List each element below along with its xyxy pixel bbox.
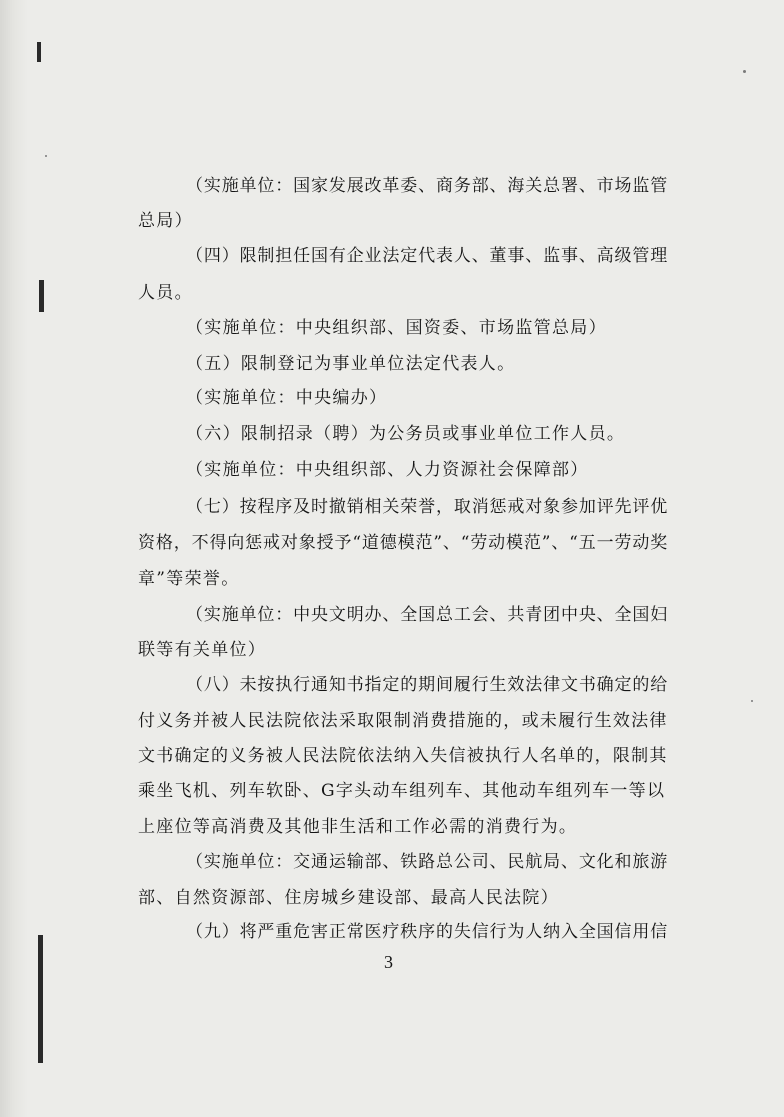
text-line: （八）未按执行通知书指定的期间履行生效法律文书确定的给 [186,675,669,695]
text-line: 联等有关单位） [138,640,267,660]
text-line: 文书确定的义务被人民法院依法纳入失信被执行人名单的，限制其 [138,746,668,766]
text-line: （实施单位：中央编办） [186,388,388,408]
text-line: 乘坐飞机、列车软卧、G字头动车组列车、其他动车组列车一等以 [138,781,666,801]
text-line: 总局） [138,211,193,231]
text-line: 部、自然资源部、住房城乡建设部、最高人民法院） [138,888,559,908]
text-line: （实施单位：交通运输部、铁路总公司、民航局、文化和旅游 [186,852,669,872]
text-line: 付义务并被人民法院依法采取限制消费措施的，或未履行生效法律 [138,711,668,731]
text-line: 人员。 [138,283,193,303]
page-number: 3 [384,952,393,972]
text-line: （实施单位：中央组织部、国资委、市场监管总局） [186,318,607,338]
text-line: 章”等荣誉。 [138,569,240,589]
text-line: （九）将严重危害正常医疗秩序的失信行为人纳入全国信用信 [186,922,669,942]
text-line: （实施单位：中央组织部、人力资源社会保障部） [186,460,589,480]
text-line: （六）限制招录（聘）为公务员或事业单位工作人员。 [186,424,626,444]
text-line: 上座位等高消费及其他非生活和工作必需的消费行为。 [138,817,578,837]
text-line: 资格，不得向惩戒对象授予“道德模范”、“劳动模范”、“五一劳动奖 [138,533,669,553]
text-line: （五）限制登记为事业单位法定代表人。 [186,354,516,374]
text-line: （实施单位：中央文明办、全国总工会、共青团中央、全国妇 [186,605,669,625]
text-line: （实施单位：国家发展改革委、商务部、海关总署、市场监管 [186,176,669,196]
text-line: （七）按程序及时撤销相关荣誉，取消惩戒对象参加评先评优 [186,497,669,517]
text-line: （四）限制担任国有企业法定代表人、董事、监事、高级管理 [186,246,669,266]
